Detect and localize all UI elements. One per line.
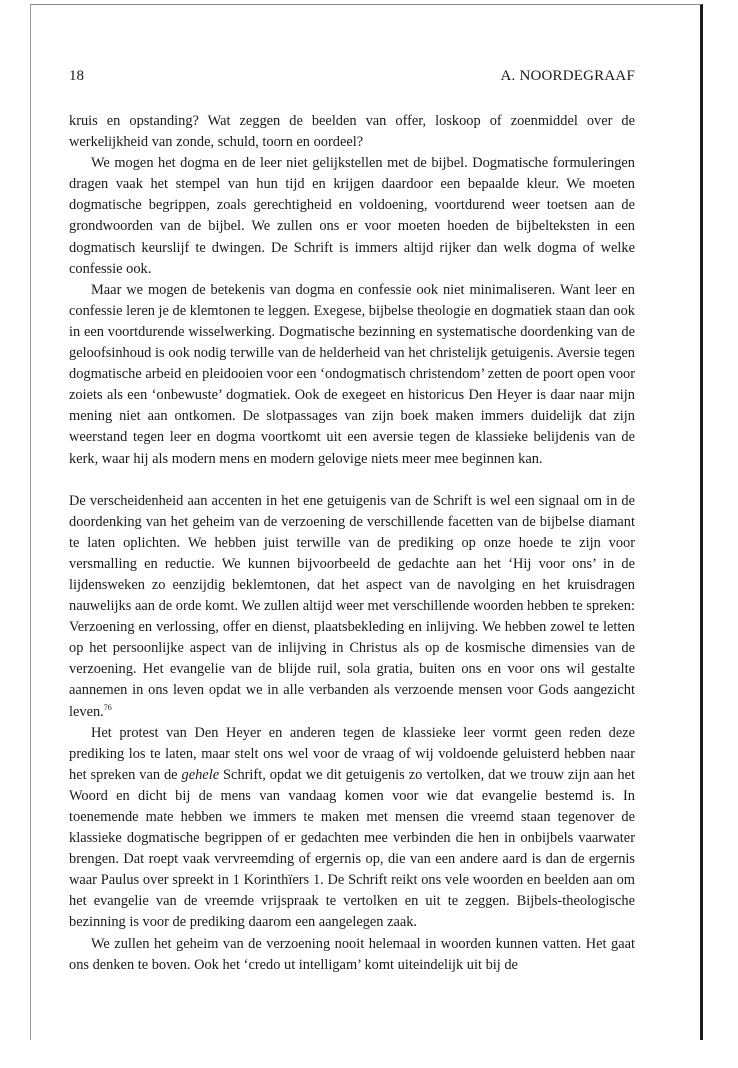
paragraph-continuation: kruis en opstanding? Wat zeggen de beelden van offer, loskoop of zoenmiddel over de werkelijkheid van zonde, schuld, toorn en oordeel? — [69, 113, 635, 151]
paragraph-text-before: Het protest van Den Heyer en anderen tegen de klassieke leer vormt geen reden deze prediking los te laten, maar stelt ons wel voor de vraag of wij voldoende geluisterd hebben naar het spreken van de — [69, 724, 635, 783]
running-head: A. NOORDEGRAAF — [500, 68, 635, 84]
paragraph-text-after: Schrift, opdat we dit getuigenis zo vertolken, dat we trouw zijn aan het Woord en dicht bij de mens van vandaag komen voor wie dat evangelie bestemd is. In toenemende mate hebben we immers te maken met mensen die vreemd staan tegenover de klassieke dogmatische begrippen of er gedachten mee verbinden die hen in onbijbels vaarwater brengen. Dat roept vaak vervreemding of ergernis op, die van een andere aard is dan de ergernis waar Paulus over spreekt in 1 Korinthïers 1. De Schrift reikt ons vele woorden en beelden aan om het evangelie van de vreemde vrijspraak te vertolken en uit te zeggen. Bijbels-theologische bezinning is voor de prediking daarom een aangelegen zaak. — [69, 766, 635, 931]
body-text — [69, 111, 635, 976]
paragraph-protest — [69, 723, 635, 934]
paragraph-diversity-accents — [69, 491, 635, 723]
paragraph-mystery: We zullen het geheim van de verzoening nooit helemaal in woorden kunnen vatten. Het gaat ons denken te boven. Ook het ‘credo ut intelligam’ komt uiteindelijk uit bij de — [69, 935, 635, 973]
paragraph-dogma-confession: Maar we mogen de betekenis van dogma en confessie ook niet minimaliseren. Want leer en confessie leren je de klemtonen te leggen. Exegese, bijbelse theologie en dogmatiek staan dan ook in een voortdurende wisselwerking. Dogmatische bezinning en systematische doordenking van de geloofsinhoud is ook nodig terwille van de helderheid van het christelijk getuigenis. Aversie tegen dogmatische arbeid en pleidooien voor een ‘ondogmatisch christendom’ zetten de poort open voor zoiets als een ‘onbewuste’ dogmatiek. Ook de exegeet en historicus Den Heyer is daar naar mijn mening niet aan ontkomen. De slotpassages van zijn boek maken immers duidelijk dat zijn weerstand tegen leer en dogma voortkomt uit een aversie tegen de klassieke belijdenis van de kerk, waar hij als modern mens en modern gelovige niets meer mee beginnen kan. — [69, 281, 635, 467]
page-number: 18 — [69, 68, 84, 84]
paragraph-dogma-bible: We mogen het dogma en de leer niet gelijkstellen met de bijbel. Dogmatische formuleringen dragen vaak het stempel van hun tijd en krijgen daardoor een bepaalde kleur. We moeten dogmatische begrippen, zoals gerechtigheid en voldoening, voortdurend weer toetsen aan de grondwoorden van de bijbel. We zullen ons er voor moeten hoeden de bijbelteksten in een dogmatisch keurslijf te dwingen. De Schrift is immers altijd rijker dan welk dogma of welke confessie ook. — [69, 155, 635, 277]
italic-gehele: gehele — [181, 766, 220, 783]
page-header — [69, 68, 635, 90]
footnote-ref-76: 76 — [103, 702, 112, 712]
paragraph-text: De verscheidenheid aan accenten in het ene getuigenis van de Schrift is wel een signaal om in de doordenking van het geheim van de verzoening de verschillende facetten van de bijbelse diamant te laten oplichten. We hebben juist terwille van de prediking op onze hoede te zijn voor versmalling en reductie. We kunnen bijvoorbeeld de gedachte aan het ‘Hij voor ons’ in de lijdensweken zo eenzijdig beklemtonen, dat het aspect van de navolging en het kruisdragen nauwelijks aan de orde komt. We zullen altijd weer met verschillende woorden hebben te spreken: Verzoening en verlossing, offer en dienst, plaatsbekleding en inlijving. We hebben zowel te letten op het persoonlijke aspect van de inlijving in Christus als op de kosmische dimensies van de verzoening. Het evangelie van de blijde ruil, sola gratia, buiten ons en voor ons wil gestalte aannemen in ons leven opdat we in alle verbanden als verzoende mensen voor Gods aangezicht leven. — [69, 492, 635, 720]
